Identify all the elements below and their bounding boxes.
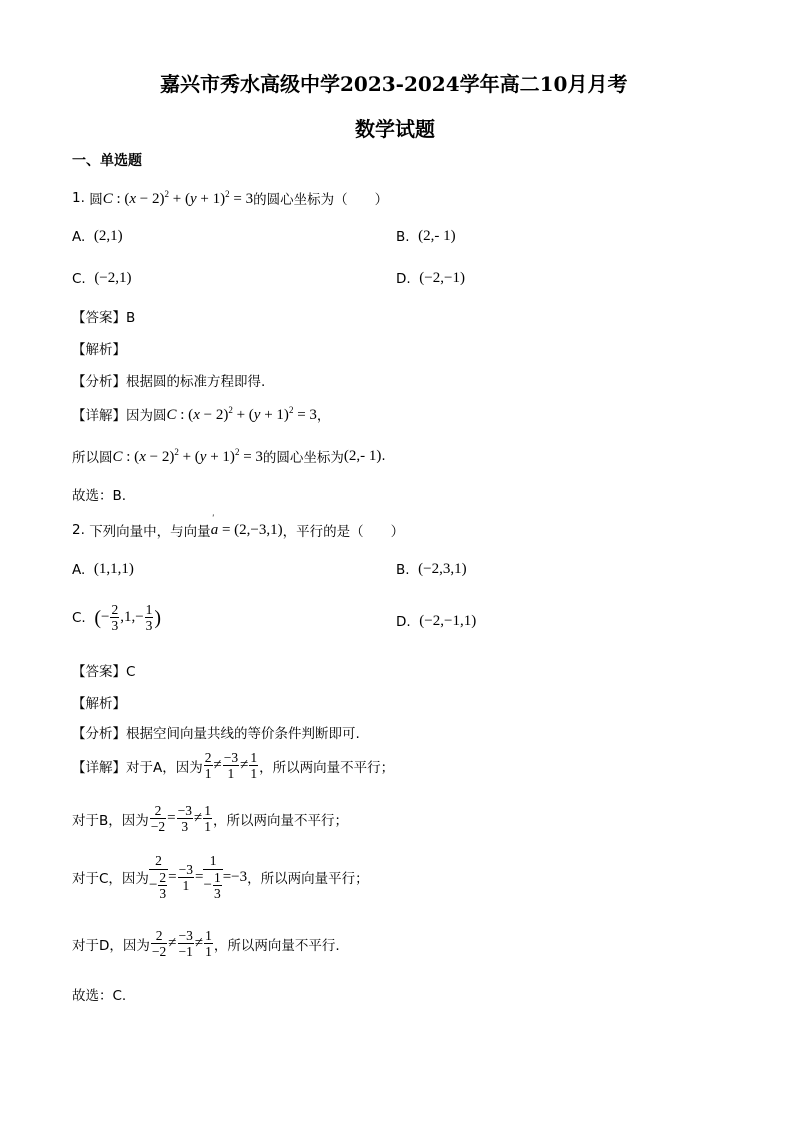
detail-line-2 <box>72 446 386 466</box>
question-2 <box>72 512 405 540</box>
page-title: 嘉兴市秀水高级中学2023-2024学年高二10月月考 <box>160 72 628 96</box>
answer-tag: 【答案】 <box>72 310 126 326</box>
detail-text: 因为圆 <box>126 408 167 424</box>
detail-text: 所以圆 <box>72 450 113 466</box>
option-a <box>72 228 123 245</box>
detail-text: 对于A，因为 <box>126 759 203 776</box>
detail-line-c <box>72 853 369 901</box>
detail-text-mid: 的圆心坐标为 <box>262 450 344 466</box>
option-letter: D. <box>396 270 411 287</box>
conclusion: 故选：B. <box>72 488 127 504</box>
option-a <box>72 561 134 578</box>
ratio-expression: $\frac{2}{-2}$ = $\frac{-3}{3}$ ≠ $\frac{1}{1}$ <box>150 803 211 834</box>
detail-line-b <box>72 803 348 834</box>
ratio-expression: $\frac{2}{-2}$ ≠ $\frac{-3}{-1}$ ≠ $\frac{1}{1}$ <box>151 928 212 959</box>
detail-line-a <box>72 750 394 781</box>
option-value: (−2,−1,1) <box>419 613 477 629</box>
option-letter: A. <box>72 228 86 245</box>
detail-suffix: ，所以两向量不平行； <box>212 812 348 829</box>
detail-text: 对于C，因为 <box>72 871 149 887</box>
fenxi-line <box>72 370 265 390</box>
detail-suffix: ，所以两向量平行； <box>247 871 369 887</box>
question-text-end: ，平行的是（ ） <box>282 524 405 540</box>
question-1 <box>72 188 388 208</box>
page-subtitle: 数学试题 <box>355 117 435 141</box>
question-text: 圆 <box>89 192 103 208</box>
option-value: (2,- 1) <box>418 228 456 244</box>
option-letter: C. <box>72 270 86 287</box>
detail-tag: 【详解】 <box>72 759 126 776</box>
option-value: (1,1,1) <box>93 561 134 577</box>
option-letter: A. <box>72 561 86 578</box>
circle-equation: C : $(x - 2)^2 + (y + 1)^2 = 3$ <box>102 188 254 207</box>
answer-line <box>72 660 135 680</box>
answer-value: B <box>126 310 136 326</box>
detail-text: 对于B，因为 <box>72 812 149 829</box>
option-c <box>72 602 161 633</box>
ratio-expression: 2 − $\frac{2}{3}$ = $\frac{-3}{1}$ = 1 − $\frac{1}{3}$ =−3 <box>148 853 248 901</box>
detail-end: . <box>381 448 386 464</box>
answer-line <box>72 306 135 326</box>
option-letter: B. <box>396 561 410 578</box>
circle-equation: C : $(x - 2)^2 + (y + 1)^2 = 3$ <box>112 446 263 465</box>
vector-value: = (2,−3,1) <box>221 521 283 538</box>
fenxi-tag: 【分析】 <box>72 726 126 742</box>
question-text-end: 的圆心坐标为（ ） <box>253 192 389 208</box>
detail-tag: 【详解】 <box>72 408 126 424</box>
fenxi-text: 根据圆的标准方程即得. <box>126 374 266 390</box>
circle-equation: C : $(x - 2)^2 + (y + 1)^2 = 3$ <box>166 404 317 423</box>
ratio-expression: $\frac{2}{1}$ ≠ $\frac{-3}{1}$ ≠ $\frac{1}{1}$ <box>204 750 258 781</box>
detail-line-d <box>72 928 340 959</box>
option-letter: C. <box>72 609 86 626</box>
option-value: (2,1) <box>93 228 123 244</box>
detail-end: ， <box>316 408 331 424</box>
fenxi-tag: 【分析】 <box>72 374 126 390</box>
section-heading: 一、单选题 <box>72 153 142 169</box>
detail-suffix: ，所以两向量不平行. <box>213 937 340 954</box>
question-number: 2. <box>72 522 85 538</box>
option-value: (−2,−1) <box>419 270 465 286</box>
conclusion: 故选：C. <box>72 988 127 1004</box>
option-d <box>396 270 465 287</box>
option-b <box>396 561 467 578</box>
detail-line <box>72 404 330 424</box>
analysis-tag: 【解析】 <box>72 342 126 358</box>
option-d <box>396 613 476 630</box>
detail-suffix: ，所以两向量不平行； <box>259 759 395 776</box>
option-value: (−2,1) <box>94 270 132 286</box>
detail-text: 对于D，因为 <box>72 937 150 954</box>
answer-value: C <box>126 664 136 680</box>
option-letter: B. <box>396 228 410 245</box>
question-number: 1. <box>72 190 85 206</box>
option-value: ( − $\frac{2}{3}$ ,1,− $\frac{1}{3}$ ) <box>94 602 162 633</box>
analysis-tag: 【解析】 <box>72 696 126 712</box>
option-c <box>72 270 132 287</box>
vector-a: a ' = (2,−3,1) <box>210 512 283 538</box>
option-b <box>396 228 456 245</box>
fenxi-text: 根据空间向量共线的等价条件判断即可. <box>126 726 360 742</box>
center-value: (2,- 1) <box>343 447 382 464</box>
option-value: (−2,3,1) <box>418 561 467 577</box>
fenxi-line <box>72 722 360 742</box>
answer-tag: 【答案】 <box>72 664 126 680</box>
question-text: 下列向量中，与向量 <box>89 524 211 540</box>
option-letter: D. <box>396 613 411 630</box>
